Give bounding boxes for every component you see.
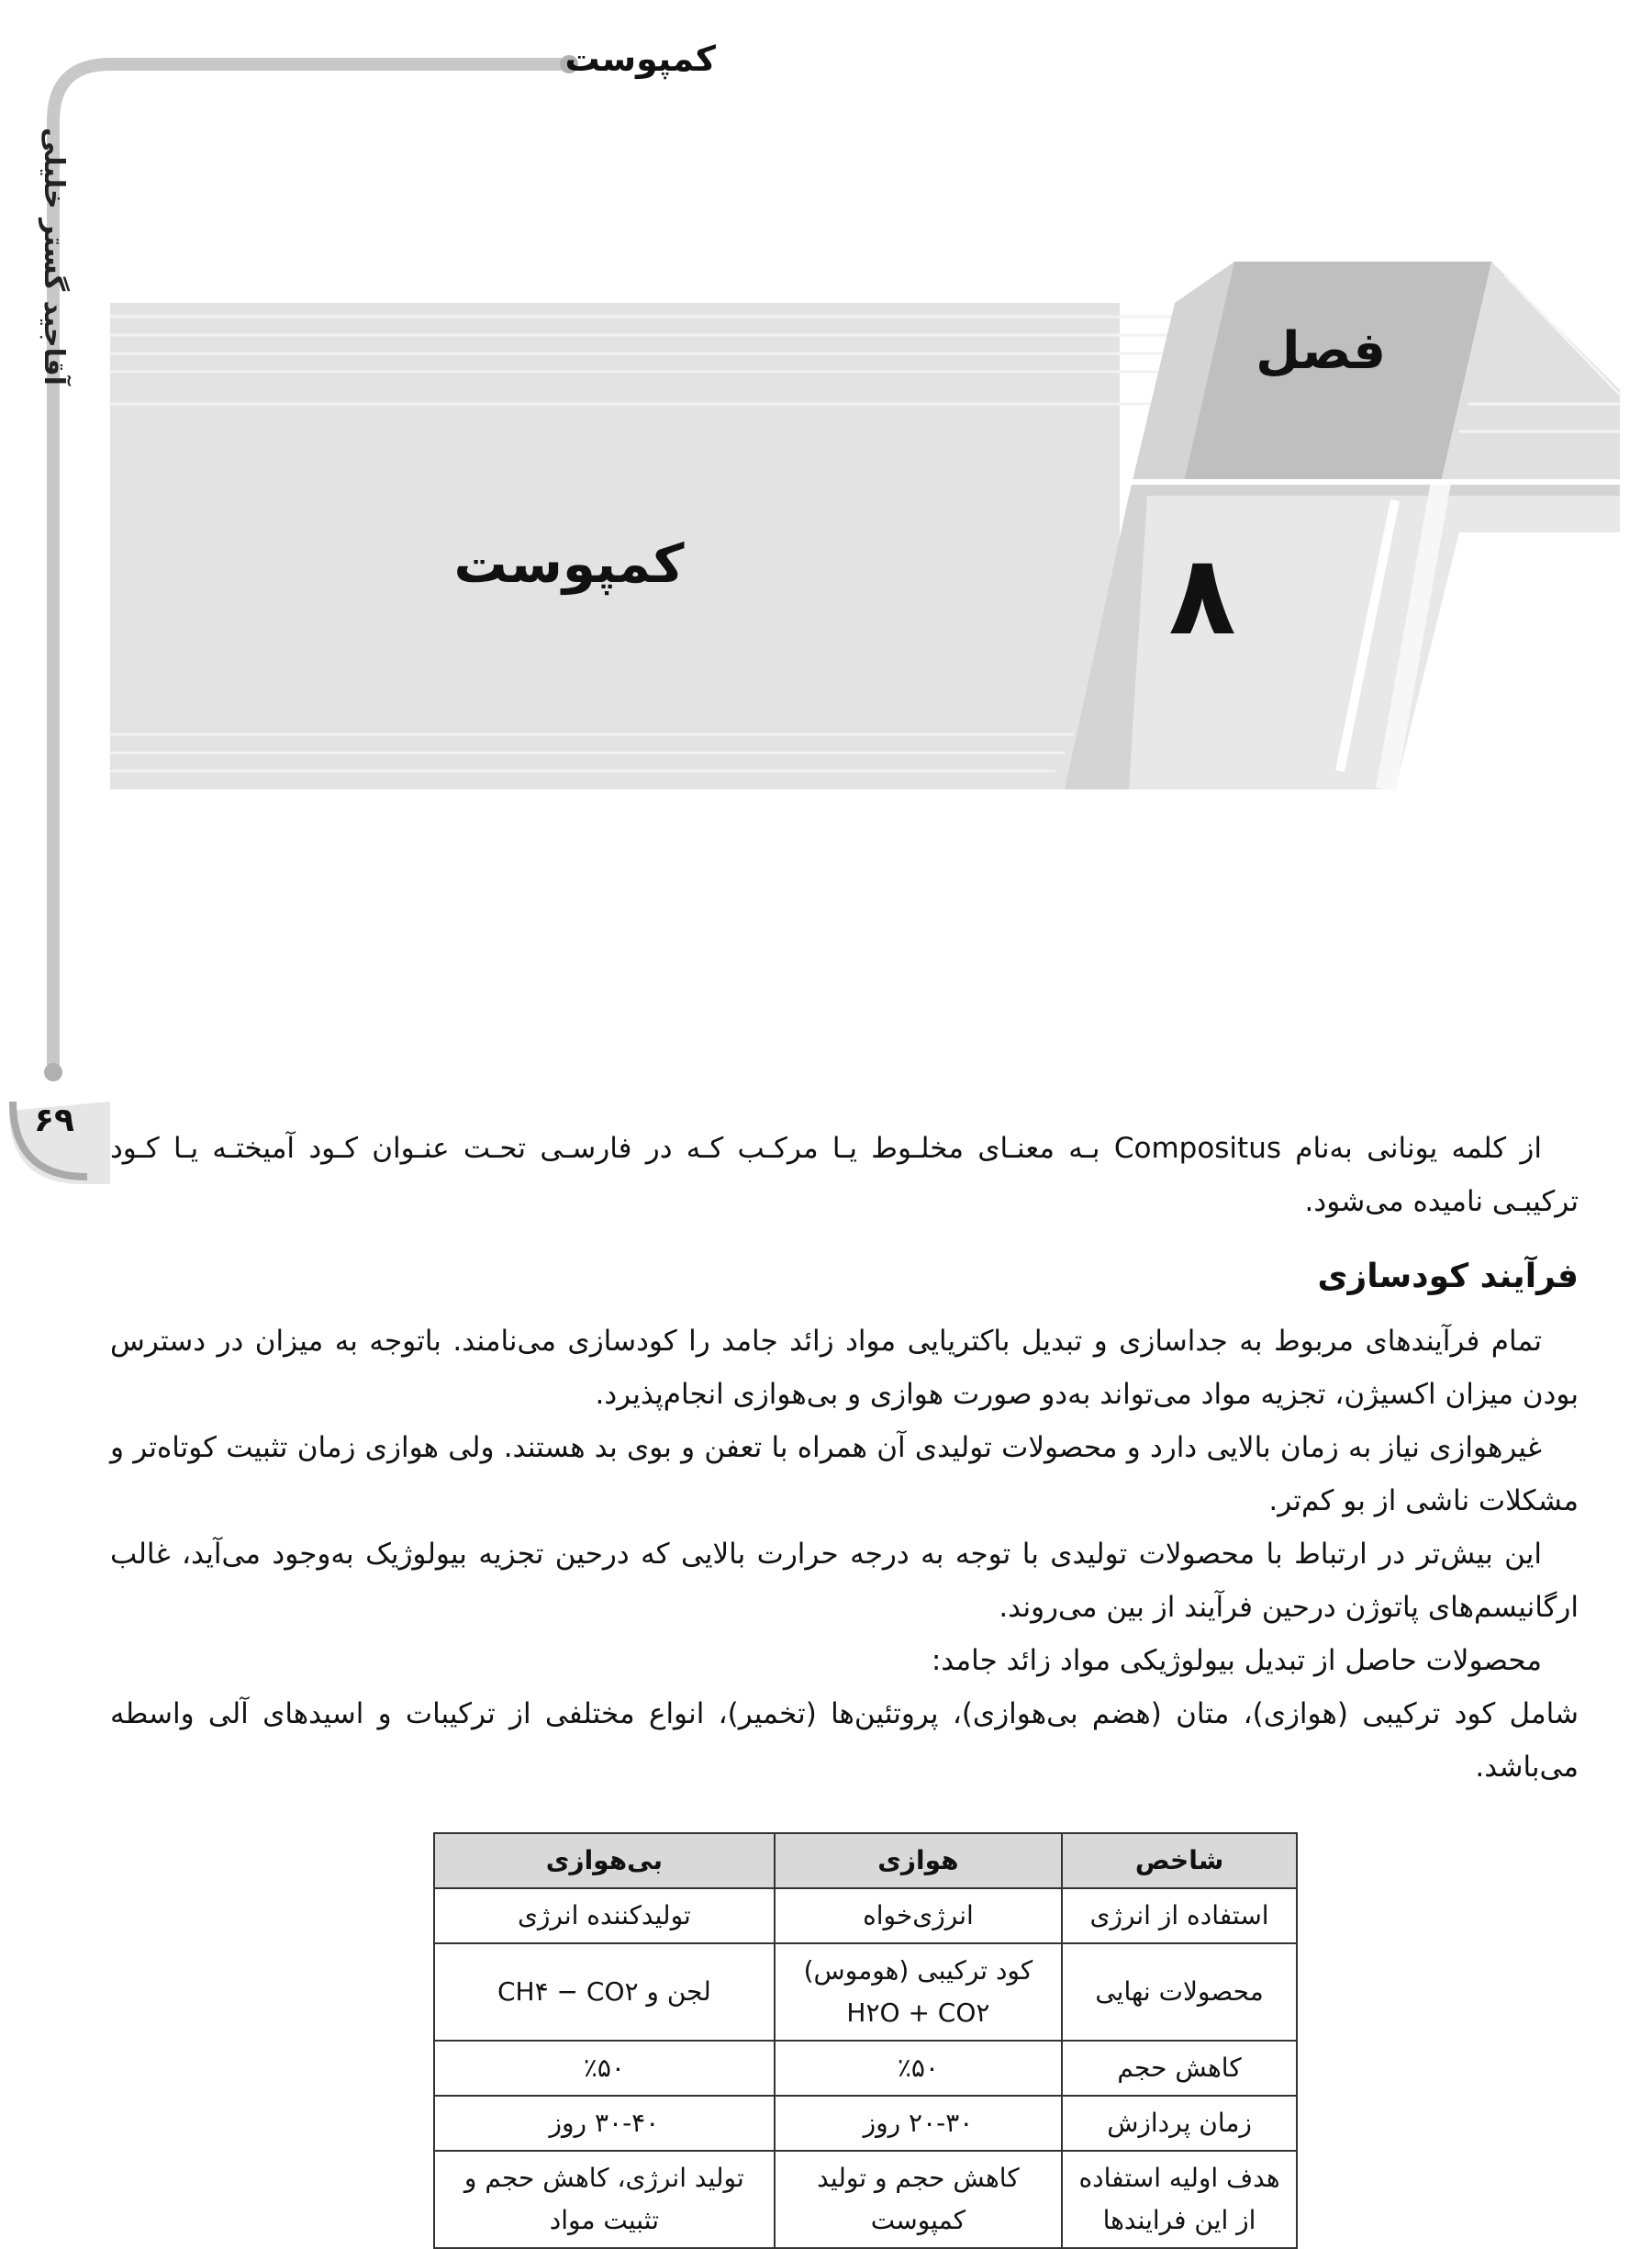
table-row [434,1943,1297,2041]
chapter-number: ۸ [1168,532,1236,660]
section-heading: فرآیند کودسازی [1317,1258,1579,1295]
table-cell: ۳۰-۴۰ روز [434,2096,775,2151]
table-cell: محصولات نهایی [1062,1943,1297,2041]
table-cell: استفاده از انرژی [1062,1888,1297,1943]
column-header: بی‌هوازی [434,1833,775,1888]
body-text [110,1315,1579,1794]
paragraph: محصولات حاصل از تبدیل بیولوژیکی مواد زائد جامد: [931,1644,1542,1677]
table-cell: کاهش حجم [1062,2041,1297,2096]
paragraph: غیرهوازی نیاز به زمان بالایی دارد و محصولات تولیدی آن همراه با تعفن و بوی بد هستند. ولی هوازی زمان تثبیت کوتاه‌تر و مشکلات ناشی از بو کم‌تر. [110,1431,1579,1517]
column-header: شاخص [1062,1833,1297,1888]
chapter-title: کمپوست [453,532,685,595]
page-number: ۶۹ [34,1102,74,1139]
paragraph: این بیش‌تر در ارتباط با محصولات تولیدی با توجه به درجه حرارت بالایی که درحین تجزیه بیولوژیک به‌وجود می‌آید، غالب ارگانیسم‌های پاتوژن درحین فرآیند از بین می‌روند. [110,1538,1579,1624]
column-header: هوازی [775,1833,1062,1888]
table-cell: تولید انرژی، کاهش حجم و تثبیت مواد [434,2151,775,2248]
paragraph: شامل کود ترکیبی (هوازی)، متان (هضم بی‌هوازی)، پروتئین‌ها (تخمیر)، انواع مختلفی از ترکیبات و اسیدهای آلی واسطه می‌باشد. [110,1697,1579,1784]
table-row [434,2151,1297,2248]
intro-text: از کلمه یونانی به‌نام Compositus بـه معنـای مخلـوط یـا مرکـب کـه در فارسـی تحـت عنـوان کـود آمیختـه یـا کـود ترکیبـی نامیده می‌شود. [110,1132,1579,1218]
comparison-table [433,1832,1298,2249]
side-author-title: آقاجید گستر خلیلی [38,128,70,386]
table-cell: زمان پردازش [1062,2096,1297,2151]
table-header-row [434,1833,1297,1888]
intro-paragraph [110,1122,1579,1228]
table-cell: کود ترکیبی (هوموس) H۲O + CO۲ [775,1943,1062,2041]
table-cell: تولیدکننده انرژی [434,1888,775,1943]
running-title: کمپوست [564,39,716,79]
table-cell: انرژی‌خواه [775,1888,1062,1943]
table-row [434,1888,1297,1943]
table-cell: ٪۵۰ [434,2041,775,2096]
table-cell: ٪۵۰ [775,2041,1062,2096]
table-row [434,2096,1297,2151]
table-cell: ۲۰-۳۰ روز [775,2096,1062,2151]
table-row [434,2041,1297,2096]
chapter-label: فصل [1256,321,1386,381]
table-cell: کاهش حجم و تولید کمپوست [775,2151,1062,2248]
paragraph: تمام فرآیندهای مربوط به جداسازی و تبدیل باکتریایی مواد زائد جامد را کودسازی می‌نامند. باتوجه به میزان در دسترس بودن میزان اکسیژن، تجزیه مواد می‌تواند به‌دو صورت هوازی و بی‌هوازی انجام‌پذیرد. [110,1325,1579,1411]
table-cell: هدف اولیه استفاده از این فرایندها [1062,2151,1297,2248]
table-cell: لجن و CH۴ − CO۲ [434,1943,775,2041]
